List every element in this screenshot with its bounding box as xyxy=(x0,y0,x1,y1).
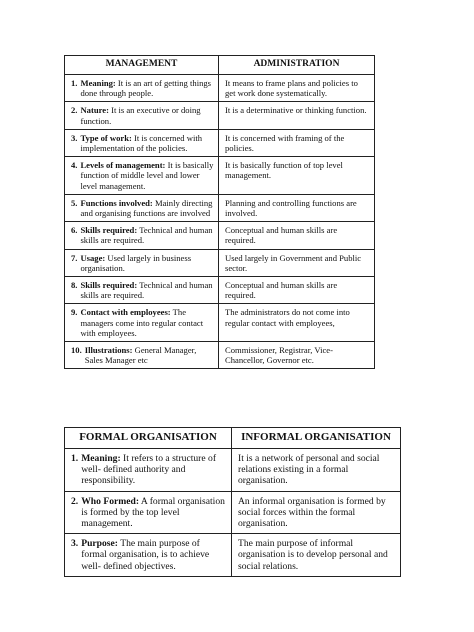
row-text: A formal organisation is formed by the top level management. xyxy=(81,495,225,530)
row-label: Purpose: xyxy=(81,538,118,550)
row-left-cell xyxy=(65,75,219,102)
row-number: 2. xyxy=(71,105,78,116)
row-label: Skills required: xyxy=(80,225,138,236)
row-number: 1. xyxy=(71,78,78,88)
row-right-cell: Conceptual and human skills are required. xyxy=(219,222,375,249)
row-label: Nature: xyxy=(80,105,109,116)
table-header-row xyxy=(65,428,401,449)
row-right-cell: Conceptual and human skills are required. xyxy=(219,277,375,304)
table-row xyxy=(65,342,375,369)
formal-vs-informal-organisation-table xyxy=(64,427,401,577)
row-number: 8. xyxy=(71,280,78,291)
row-label: Levels of management: xyxy=(80,160,166,171)
row-label: Meaning: xyxy=(81,453,121,464)
row-right-cell: It means to frame plans and policies to get work done systematically. xyxy=(219,75,375,102)
table-row xyxy=(65,277,375,304)
table-row xyxy=(65,222,375,249)
row-right-cell: The administrators do not come into regular contact with employees, xyxy=(219,304,375,342)
row-text: The managers come into regular contact with employees. xyxy=(80,307,204,338)
row-number: 10. xyxy=(71,345,82,356)
table-row xyxy=(65,102,375,129)
row-right-cell: It is basically function of top level management. xyxy=(219,157,375,195)
row-left-cell xyxy=(65,102,219,129)
table-header-row xyxy=(65,56,375,75)
row-left-cell xyxy=(65,304,219,342)
row-label: Who Formed: xyxy=(81,495,140,507)
row-label: Skills required: xyxy=(80,280,138,291)
table-row xyxy=(65,449,401,492)
row-left-cell xyxy=(65,342,219,369)
row-text: Used largely in business organisation. xyxy=(80,252,192,273)
row-left-cell xyxy=(65,491,232,534)
table-row xyxy=(65,194,375,221)
row-label: Usage: xyxy=(80,252,106,263)
row-left-cell xyxy=(65,534,232,577)
table-row xyxy=(65,534,401,577)
header-administration: ADMINISTRATION xyxy=(219,56,375,75)
row-text: The main purpose of formal organisation, is to achieve well- defined objectives. xyxy=(81,538,210,572)
row-text: It is an executive or doing function. xyxy=(80,105,201,126)
row-text: Mainly directing and organising functions are involved xyxy=(80,197,213,219)
row-label: Meaning: xyxy=(80,78,116,88)
table-row xyxy=(65,304,375,342)
row-number: 2. xyxy=(71,495,79,507)
row-label: Type of work: xyxy=(80,132,132,143)
row-right-cell: An informal organisation is formed by social forces within the formal organisation. xyxy=(232,491,401,534)
row-number: 1. xyxy=(71,453,79,464)
row-left-cell xyxy=(65,222,219,249)
row-text: Technical and human skills are required. xyxy=(80,280,213,301)
row-text: It is concerned with implementation of the policies. xyxy=(80,132,203,154)
row-number: 3. xyxy=(71,538,79,550)
row-right-cell: Used largely in Government and Public sector. xyxy=(219,249,375,276)
row-text: It is an art of getting things done through people. xyxy=(80,78,212,99)
row-right-cell: It is a network of personal and social relations existing in a formal organisation. xyxy=(232,449,401,492)
row-text: General Manager, Sales Manager etc xyxy=(84,345,197,366)
row-number: 6. xyxy=(71,225,78,236)
row-number: 7. xyxy=(71,252,78,263)
table-row xyxy=(65,129,375,156)
table-row xyxy=(65,75,375,102)
row-right-cell: It is a determinative or thinking function. xyxy=(219,102,375,129)
row-right-cell: Commissioner, Registrar, Vice-Chancellor, Governor etc. xyxy=(219,342,375,369)
row-label: Functions involved: xyxy=(80,197,153,208)
row-right-cell: It is concerned with framing of the policies. xyxy=(219,129,375,156)
row-left-cell xyxy=(65,449,232,492)
header-informal-organisation: INFORMAL ORGANISATION xyxy=(232,428,401,449)
row-label: Contact with employees: xyxy=(80,307,171,318)
management-vs-administration-table xyxy=(64,55,375,369)
row-right-cell: Planning and controlling functions are involved. xyxy=(219,194,375,221)
row-text: It refers to a structure of well- defined authority and responsibility. xyxy=(81,453,217,487)
table-row xyxy=(65,249,375,276)
row-left-cell xyxy=(65,249,219,276)
row-text: Technical and human skills are required. xyxy=(80,225,213,246)
row-right-cell: The main purpose of informal organisation is to develop personal and social relations. xyxy=(232,534,401,577)
table-row xyxy=(65,157,375,195)
row-left-cell xyxy=(65,129,219,156)
row-number: 9. xyxy=(71,307,78,318)
row-left-cell xyxy=(65,194,219,221)
header-formal-organisation: FORMAL ORGANISATION xyxy=(65,428,232,449)
row-left-cell xyxy=(65,157,219,195)
row-label: Illustrations: xyxy=(84,345,133,356)
table-row xyxy=(65,491,401,534)
row-number: 4. xyxy=(71,160,78,171)
row-text: It is basically function of middle level and lower level management. xyxy=(80,160,214,191)
row-left-cell xyxy=(65,277,219,304)
row-number: 3. xyxy=(71,132,78,143)
row-number: 5. xyxy=(71,197,78,208)
header-management: MANAGEMENT xyxy=(65,56,219,75)
